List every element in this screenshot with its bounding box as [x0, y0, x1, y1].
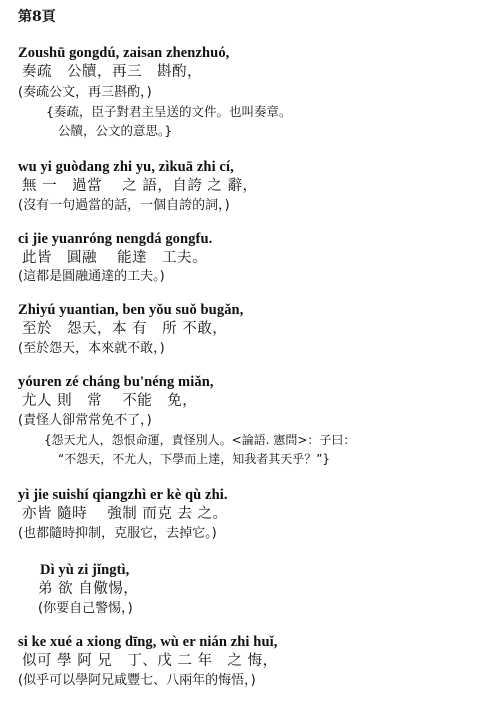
pinyin-line: yóuren zé cháng bu'néng miǎn,	[18, 374, 214, 390]
translation-line: (這都是圓融通達的工夫。)	[18, 269, 165, 284]
pinyin-line: Dì yù zi jǐngtì,	[40, 562, 130, 578]
pinyin-line: wu yi guòdang zhi yu, zìkuā zhi cí,	[18, 159, 234, 175]
pinyin-line: ci jie yuanróng nengdá gongfu.	[18, 231, 213, 247]
pinyin-line: yì jie suishí qiangzhì er kè qù zhi.	[18, 487, 228, 503]
translation-line: (似乎可以學阿兄咸豐七、八兩年的悔悟，)	[18, 673, 256, 688]
translation-line: (也都隨時抑制，克服它，去掉它。)	[18, 526, 217, 541]
hanzi-line: 似可 學 阿 兄 丁、戊 二 年 之 悔，	[22, 653, 278, 669]
page-label: 第8頁	[18, 9, 56, 25]
hanzi-line: 亦皆 隨時 強制 而克 去 之。	[22, 506, 228, 522]
hanzi-line: 尤人 則 常 不能 免，	[22, 393, 198, 409]
pinyin-line: si ke xué a xiong dīng, wù er nián zhi huǐ,	[18, 634, 278, 650]
hanzi-line: 弟 欲 自儆惕，	[38, 581, 139, 597]
translation-line: (沒有一句過當的話，一個自誇的詞，)	[18, 198, 230, 213]
note-line: 公牘，公文的意思。}	[58, 123, 173, 138]
note-line: “不怨天，不尤人，下學而上達，知我者其天乎？”}	[58, 452, 331, 466]
hanzi-line: 奏疏 公牘，再三 斟酌，	[22, 64, 202, 80]
note-line: {奏疏，臣子對君主呈送的文件。也叫奏章。	[46, 104, 292, 119]
translation-line: (至於怨天，本來就不敢，)	[18, 341, 165, 356]
hanzi-line: 無 一 過當 之 語，自誇 之 辭，	[22, 178, 258, 194]
note-line: {怨天尤人，怨恨命運，責怪別人。<論語. 憲問>：子曰：	[44, 433, 356, 447]
translation-line: (奏疏公文，再三斟酌，)	[18, 85, 152, 100]
translation-line: (你要自己警惕，)	[38, 601, 133, 616]
hanzi-line: 此皆 圓融 能達 工夫。	[22, 250, 208, 266]
pinyin-line: Zhiyú yuantian, ben yǒu suǒ bugǎn,	[18, 302, 244, 318]
translation-line: (責怪人卻常常免不了，)	[18, 413, 152, 428]
pinyin-line: Zoushū gongdú, zaisan zhenzhuó,	[18, 45, 230, 61]
hanzi-line: 至於 怨天，本 有 所 不敢，	[22, 321, 228, 337]
